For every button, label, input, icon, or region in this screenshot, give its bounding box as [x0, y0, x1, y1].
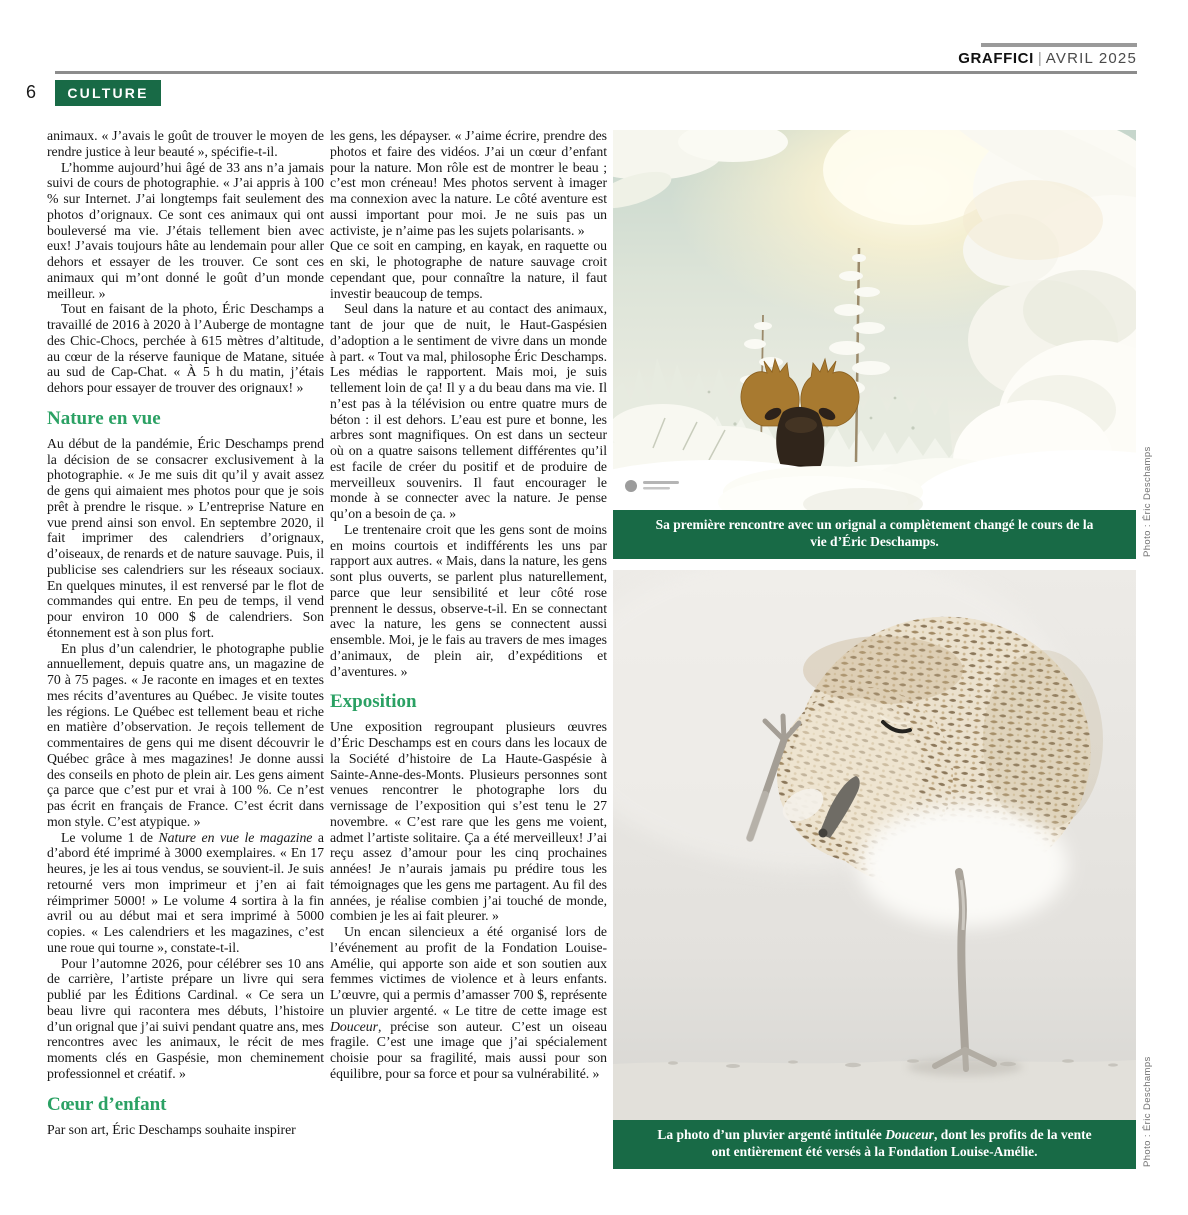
caption-text: , dont les profits de la vente ont entièrement été versés à la Fondation Louise-Amélie. [711, 1127, 1092, 1159]
article-paragraph: animaux. « J’avais le goût de trouver le moyen de rendre justice à leur beauté », spécifie-t-il. [47, 128, 324, 159]
article-paragraph: Seul dans la nature et au contact des animaux, tant de jour que de nuit, le Haut-Gaspésien d’adoption a le sentiment de vivre dans un monde à part. « Tout va mal, philosophe Éric Deschamps. Les médias le rapportent. Mais moi, je suis tellement loin de ça! Il y a du beau dans ma vie. Il n’est pas à la télévision ou entre quatre murs de béton : il est dehors. L’eau est pure et bonne, les arbres sont magnifiques. On est dans un secteur où on a quatre saisons tellement différentes qu’il est facile de créer du positif et de produire de merveilleux souvenirs. Il faut encourager le monde à se connecter avec la nature. Je pense qu’on a besoin de ça. » [330, 301, 607, 521]
plover-photo [613, 570, 1136, 1169]
section-heading-exposition: Exposition [330, 691, 417, 713]
section-badge-culture: CULTURE [55, 80, 161, 106]
article-paragraph: Que ce soit en camping, en kayak, en raquette ou en ski, le photographe de nature sauvage croit cependant que, pour connaître la nature, il faut investir beaucoup de temps. [330, 238, 607, 301]
page-number: 6 [26, 82, 37, 102]
section-heading-nature-en-vue: Nature en vue [47, 407, 161, 429]
masthead-issue: AVRIL 2025 [1045, 50, 1137, 67]
photo-caption [613, 1120, 1136, 1169]
article-paragraph [330, 924, 607, 1082]
paragraph-text: , précise son auteur. C’est un oiseau fragile. C’est une image que j’ai spécialement choisie pour sa fragilité, mais aussi pour son équilibre, pour sa force et pour sa vulnérabilité. » [330, 1018, 607, 1081]
photo-credit: Photo : Éric Deschamps [1142, 446, 1153, 557]
article-paragraph: Tout en faisant de la photo, Éric Deschamps a travaillé de 2016 à 2020 à l’Auberge de montagne des Chic-Chocs, perchée à 615 mètres d’altitude, au cœur de la réserve faunique de Matane, située au sud de Cap-Chat. « À 5 h du matin, j’étais dehors pour essayer de trouver des orignaux! » [47, 301, 324, 395]
paragraph-text: a d’abord été imprimé à 3000 exemplaires. « En 17 heures, je les ai tous vendus, se souvient-il. Je suis retourné vers mon imprimeur et j’en ai fait réimprimer 5000! » Le volume 4 sortira à la fin avril ou au début mai et sera imprimé à 5000 copies. « Les calendriers et les magazines, c’est une roue qui tourne », constate-t-il. [47, 829, 324, 955]
article-paragraph: les gens, les dépayser. « J’aime écrire, prendre des photos et faire des vidéos. J’ai un cœur d’enfant pour la nature. Mon rôle est de montrer le beau ; c’est mon créneau! Mes photos servent à imager ma connexion avec la nature. Le côté aventure est aussi important pour moi. Je ne suis pas un activiste, je n’aime pas les sujets polarisants. » [330, 128, 607, 238]
paragraph-text: Un encan silencieux a été organisé lors de l’événement au profit de la Fondation Louise-Amélie, qui apporte son aide et son soutien aux femmes victimes de violence et à leurs enfants. L’œuvre, qui a permis d’amasser 700 $, représente un pluvier argenté. « Le titre de cette image est [330, 924, 607, 1018]
plover-photo-illustration [613, 570, 1136, 1120]
moose-photo-illustration [613, 130, 1136, 510]
caption-text: La photo d’un pluvier argenté intitulée [657, 1127, 886, 1142]
magazine-title-italic: Nature en vue le magazine [158, 829, 313, 845]
article-paragraph: Pour l’automne 2026, pour célébrer ses 10 ans de carrière, l’artiste prépare un livre qui sera publié par les Éditions Cardinal. « Ce sera un beau livre qui racontera mes débuts, l’histoire d’un orignal que j’ai suivi pendant quatre ans, mes rencontres avec les animaux, le récit de mes moments clés en Gaspésie, mon cheminement professionnel et créatif. » [47, 955, 324, 1081]
section-heading-coeur-denfant: Cœur d’enfant [47, 1093, 167, 1115]
article-paragraph: Une exposition regroupant plusieurs œuvres d’Éric Deschamps est en cours dans les locaux de la Société d’histoire de La Haute-Gaspésie à Sainte-Anne-des-Monts. Plusieurs personnes sont venues rencontrer le photographe lors du vernissage de l’exposition qui s’est tenu le 27 novembre. « C’est rare que les gens me voient, admet l’artiste solitaire. Ça a été merveilleux! J’ai reçu assez d’amour pour les cinq prochaines années! Je n’aurais jamais pu prédire tous les témoignages que les gens me partagent. Au fil des années, je réalise combien j’ai touché de monde, combien je les ai fait pleurer. » [330, 719, 607, 924]
article-paragraph [47, 830, 324, 956]
artwork-title-italic: Douceur [330, 1018, 378, 1034]
masthead [958, 50, 1137, 67]
header-rule [55, 71, 1137, 74]
moose-winter-photo [613, 130, 1136, 559]
article-paragraph: Au début de la pandémie, Éric Deschamps prend la décision de se consacrer exclusivement à la photographie. « Je me suis dit qu’il y avait assez de gens qui aimaient mes photos pour que je sois prêt à prendre le risque. » L’entreprise Nature en vue prend ainsi son envol. En septembre 2020, il fait imprimer des calendriers d’orignaux, d’oiseaux, de renards et de nature sauvage. Puis, il publicise ses calendriers sur les réseaux sociaux. En quelques minutes, il est renversé par le flot de commandes qui entre. En peu de temps, il vend pour environ 10 000 $ de calendriers. Son étonnement est à son plus fort. [47, 435, 324, 640]
article-paragraph: En plus d’un calendrier, le photographe publie annuellement, depuis quatre ans, un magazine de 70 à 75 pages. « Je raconte en images et en textes mes récits d’aventures au Québec. Je visite toutes les régions. Le Québec est tellement beau et riche en matière d’observation. Je reçois tellement de commentaires de gens qui me disent découvrir le Québec grâce à mes magazines! Je donne aussi des conseils en photo de plein air. Les gens aiment ça parce que c’est pur et vrai à 100 %. Ce n’est pas écrit en français de France. C’est écrit dans mon style. C’est atypique. » [47, 640, 324, 829]
artwork-title-italic: Douceur [885, 1127, 934, 1142]
article-column-1 [47, 128, 324, 1137]
masthead-separator: | [1037, 50, 1042, 67]
paragraph-text: Le volume 1 de [61, 829, 159, 845]
article-paragraph: Par son art, Éric Deschamps souhaite inspirer [47, 1121, 296, 1137]
photo-credit: Photo : Éric Deschamps [1142, 1056, 1153, 1167]
article-paragraph: Le trentenaire croit que les gens sont de moins en moins courtois et indifférents les uns par rapport aux autres. « Mais, dans la nature, les gens sont plus ouverts, se parlent plus naturellement, parce que leur sensibilité et leur côté rose prennent le dessus, observe-t-il. En se connectant avec la nature, les gens se connectent aussi ensemble. Moi, je le fais au travers de mes images d’animaux, de plein air, d’expéditions et d’aventures. » [330, 521, 607, 679]
masthead-rule [981, 43, 1137, 47]
masthead-brand: GRAFFICI [958, 50, 1034, 67]
article-column-2 [330, 128, 607, 1082]
photo-caption: Sa première rencontre avec un orignal a complètement changé le cours de la vie d’Éric Deschamps. [613, 510, 1136, 559]
article-paragraph: L’homme aujourd’hui âgé de 33 ans n’a jamais suivi de cours de photographie. « J’ai appris à 100 % sur Internet. J’ai longtemps fait seulement des photos d’orignaux. Ce sont ces animaux qui ont bouleversé ma vie. J’étais tellement bien avec eux! J’avais toujours hâte au lendemain pour aller dehors et essayer de les trouver. Ce sont ces animaux qui m’ont donné le goût d’un monde meilleur. » [47, 159, 324, 301]
